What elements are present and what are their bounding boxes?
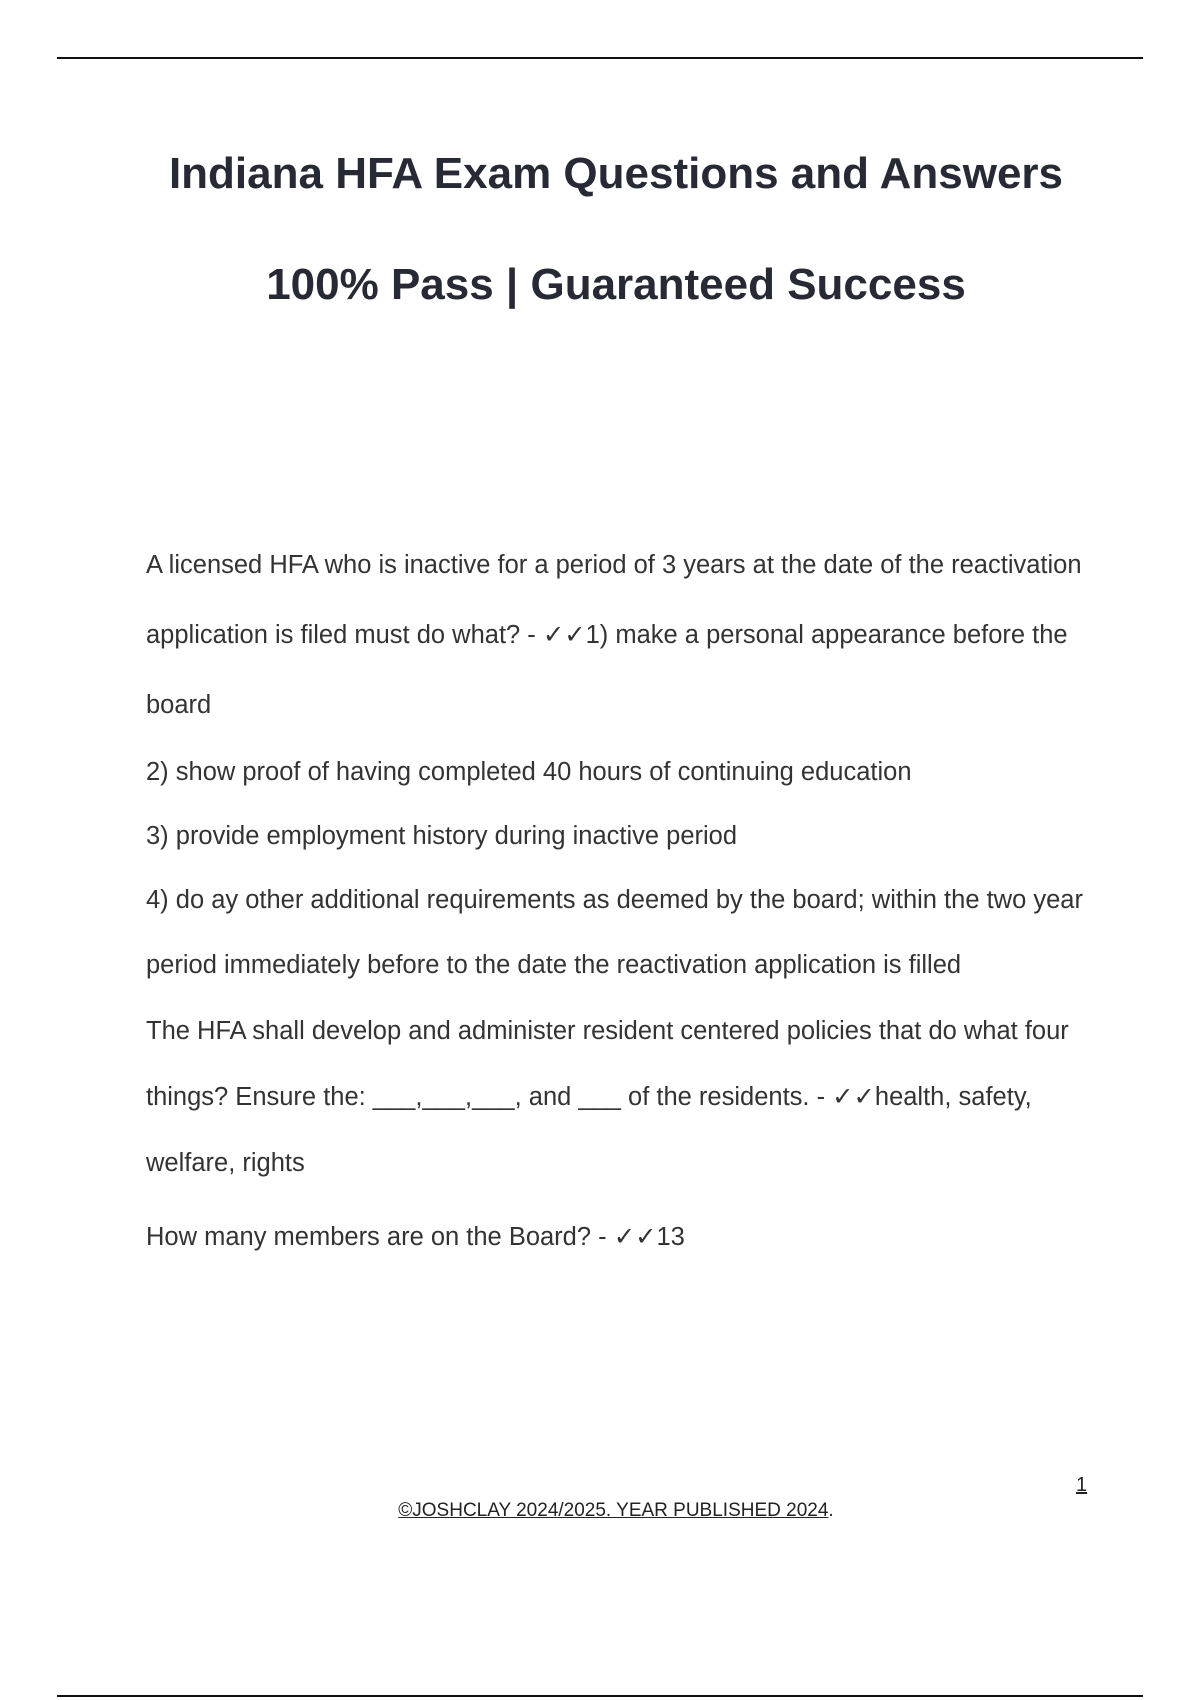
- answer-text: 13: [656, 1223, 685, 1251]
- check-icon: ✓✓: [613, 1223, 657, 1251]
- qa-item-2: [146, 998, 1086, 1196]
- check-icon: ✓✓: [832, 1083, 875, 1111]
- answer-line: 3) provide employment history during inactive period: [146, 822, 738, 850]
- question-text: How many members are on the Board? -: [146, 1223, 614, 1251]
- qa-item-1: [146, 530, 1086, 740]
- top-rule: [57, 57, 1143, 59]
- question-text: A licensed HFA who is inactive for a period of 3 years at the date of the reactivation application is filed must do what? -: [146, 551, 1082, 649]
- document-body: [146, 530, 1086, 1270]
- answer-text: health, safety, welfare, rights: [146, 1083, 1032, 1177]
- footer: [0, 1500, 1200, 1522]
- page-title: Indiana HFA Exam Questions and Answers 100% Pass | Guaranteed Success: [168, 149, 1064, 309]
- answer-line: 1) make a personal appearance before the board: [146, 621, 1068, 719]
- question-text: The HFA shall develop and administer resident centered policies that do what four things? Ensure the: ___,___,___, and ___ of the residents. -: [146, 1017, 1069, 1111]
- answer-line: 4) do ay other additional requirements as deemed by the board; within the two year period immediately before to the date the reactivation application is filled: [146, 886, 1083, 979]
- check-icon: ✓✓: [542, 621, 586, 649]
- copyright-suffix: .: [828, 1500, 834, 1521]
- page-number: 1: [1076, 1474, 1088, 1496]
- qa-item-3: [146, 1204, 1086, 1270]
- bottom-rule: [57, 1695, 1143, 1697]
- answer-line: 2) show proof of having completed 40 hours of continuing education: [146, 758, 912, 786]
- copyright-text: ©JOSHCLAY 2024/2025. YEAR PUBLISHED 2024: [398, 1500, 829, 1521]
